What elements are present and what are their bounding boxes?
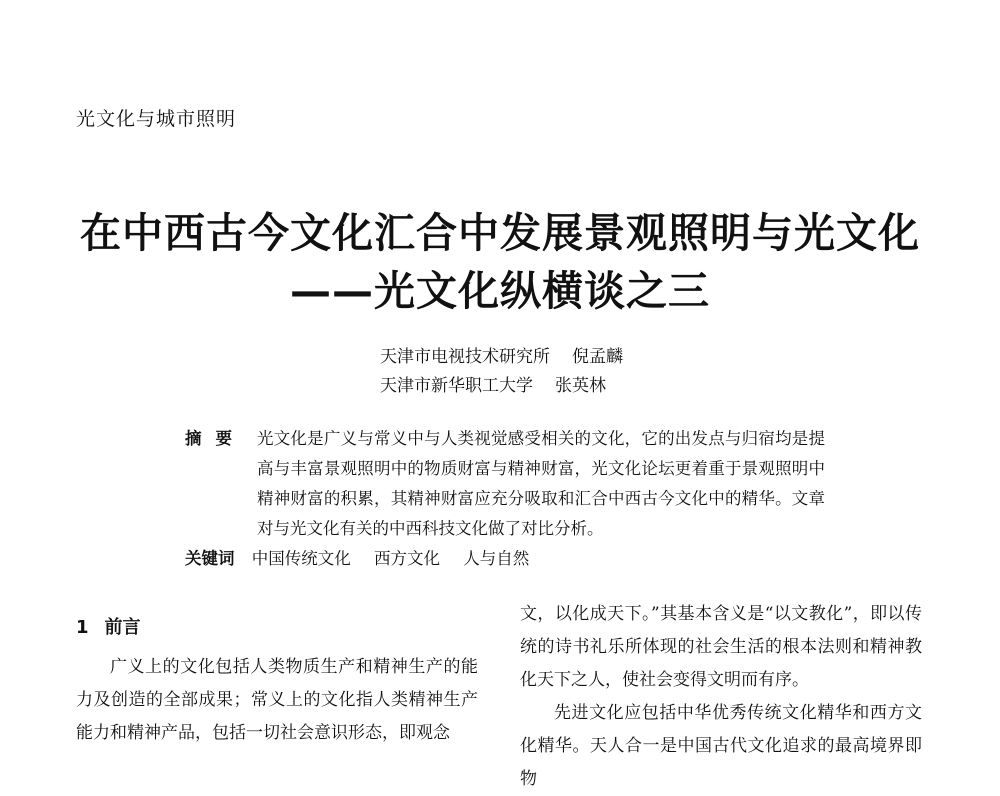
author-name: 张英林: [555, 376, 606, 396]
keyword: 西方文化: [374, 549, 440, 568]
title-line-2: ——光文化纵横谈之三: [290, 267, 710, 315]
author-name: 倪孟麟: [572, 347, 623, 367]
author-1: [380, 343, 623, 372]
keyword: 中国传统文化: [251, 549, 351, 568]
section-label: 光文化与城市照明: [76, 108, 237, 130]
body-paragraph: 先进文化应包括中华优秀传统文化精华和西方文化精华。天人合一是中国古代文化追求的最高境界即物: [520, 703, 922, 789]
section-number: 1: [76, 617, 89, 638]
keyword: 人与自然: [463, 549, 530, 568]
body-paragraph: 广义上的文化包括人类物质生产和精神生产的能力及创造的全部成果；常义上的文化指人类精神生产能力和精神产品，包括一切社会意识形态，即观念: [76, 657, 478, 743]
abstract-label: 摘要: [185, 429, 246, 448]
keywords-label: 关键词: [185, 549, 235, 568]
section-heading-text: 前言: [104, 617, 141, 638]
author-affiliation: 天津市新华职工大学: [380, 376, 533, 396]
keywords: [185, 545, 547, 569]
authors: [380, 343, 623, 401]
right-column: [520, 598, 922, 796]
title-line-1: 在中西古今文化汇合中发展景观照明与光文化: [80, 209, 920, 257]
section-heading: [76, 611, 478, 644]
author-2: [380, 372, 623, 401]
abstract: [185, 424, 825, 544]
body-paragraph: 文，以化成天下。”其基本含义是“以文教化”，即以传统的诗书礼乐所体现的社会生活的根本法则和精神教化天下之人，使社会变得文明而有序。: [520, 604, 922, 690]
author-affiliation: 天津市电视技术研究所: [380, 347, 550, 367]
left-column: [76, 598, 478, 750]
abstract-text: 光文化是广义与常义中与人类视觉感受相关的文化，它的出发点与归宿均是提高与丰富景观照明中的物质财富与精神财富，光文化论坛更着重于景观照明中精神财富的积累，其精神财富应充分吸取和汇合中西古今文化中的精华。文章对与光文化有关的中西科技文化做了对比分析。: [257, 429, 825, 538]
